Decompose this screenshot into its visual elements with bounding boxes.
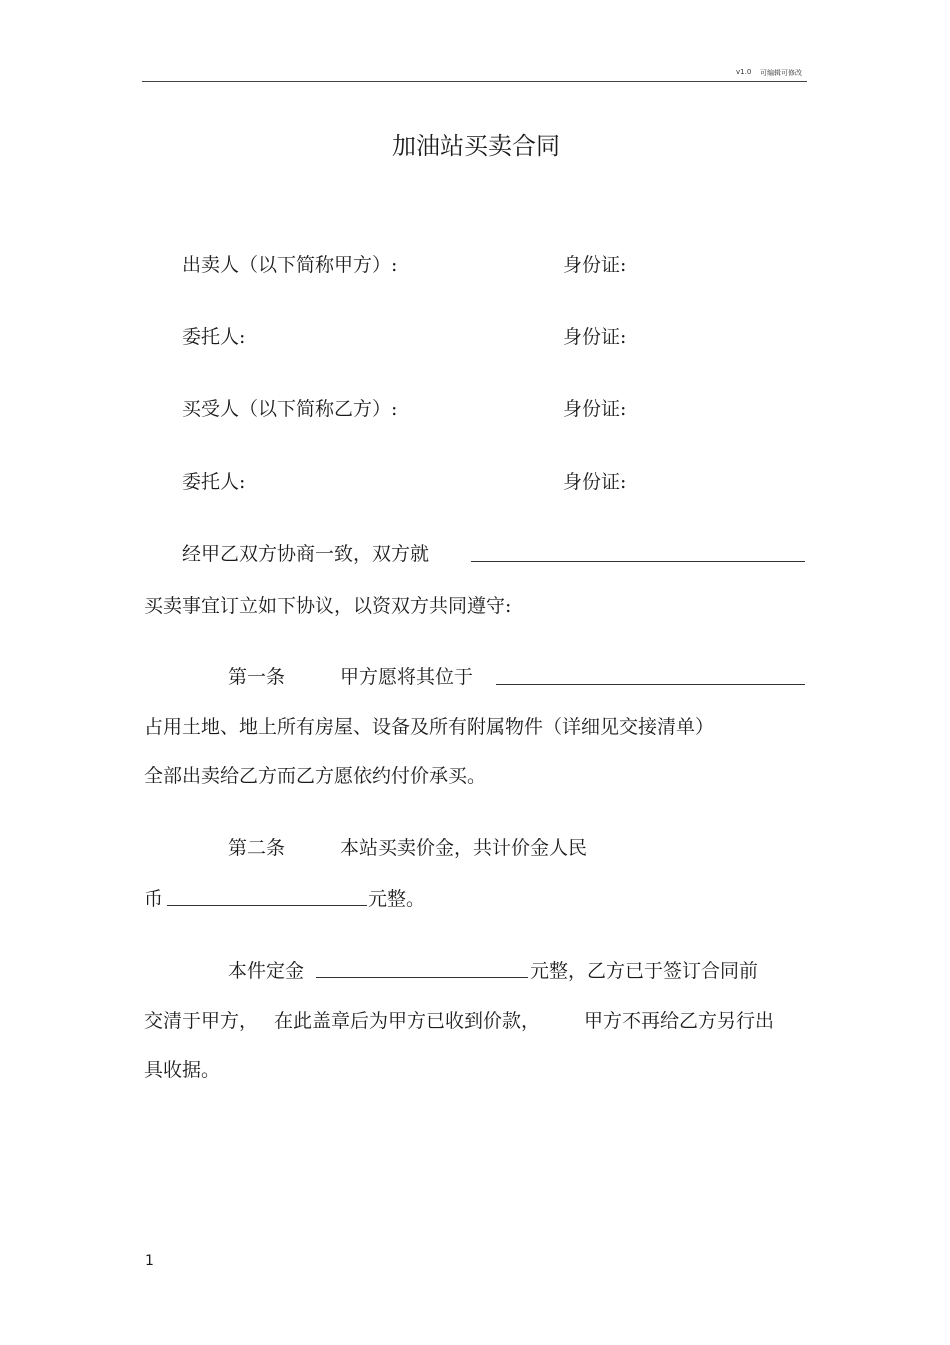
party-seller-label: 出卖人（以下简称甲方）: [182,254,398,276]
article-1-text-3: 全部出卖给乙方而乙方愿依约付价承买。 [144,765,487,787]
article-2-text-1: 本站买卖价金，共计价金人民 [340,837,588,859]
party-seller-agent-id-label: 身份证: [563,326,627,348]
party-buyer-id-label: 身份证: [563,398,627,420]
article-1-text-1: 甲方愿将其位于 [340,666,474,688]
article-2-amount-blank [167,905,367,906]
intro-line-1: 经甲乙双方协商一致，双方就 [182,543,430,565]
editable-note: 可编辑可修改 [760,69,802,77]
party-seller-agent-label: 委托人: [182,326,246,348]
header-rule [142,81,807,82]
version-label: v1.0 [736,68,752,76]
article-2-currency-prefix: 币 [144,888,164,910]
deposit-amount-blank [316,977,528,978]
deposit-label: 本件定金 [228,960,305,982]
party-seller-id-label: 身份证: [563,254,627,276]
intro-line-2: 买卖事宜订立如下协议，以资双方共同遵守: [144,595,512,617]
document-title: 加油站买卖合同 [392,132,560,160]
party-buyer-agent-id-label: 身份证: [563,471,627,493]
page-number: 1 [145,1253,154,1269]
article-2-number: 第二条 [228,837,286,859]
deposit-text-suffix: 元整，乙方已于签订合同前 [530,960,759,982]
article-1-location-blank [496,684,805,685]
deposit-line-2c: 甲方不再给乙方另行出 [584,1010,775,1032]
deposit-line-2a: 交清于甲方， [144,1010,259,1032]
article-1-text-2: 占用土地、地上所有房屋、设备及所有附属物件（详细见交接清单） [144,716,715,738]
party-buyer-label: 买受人（以下简称乙方）: [182,398,398,420]
party-buyer-agent-label: 委托人: [182,471,246,493]
article-1-number: 第一条 [228,666,286,688]
intro-fill-blank [471,561,805,562]
article-2-currency-suffix: 元整。 [368,888,426,910]
deposit-line-2b: 在此盖章后为甲方已收到价款， [274,1010,541,1032]
deposit-line-3: 具收据。 [144,1059,221,1081]
